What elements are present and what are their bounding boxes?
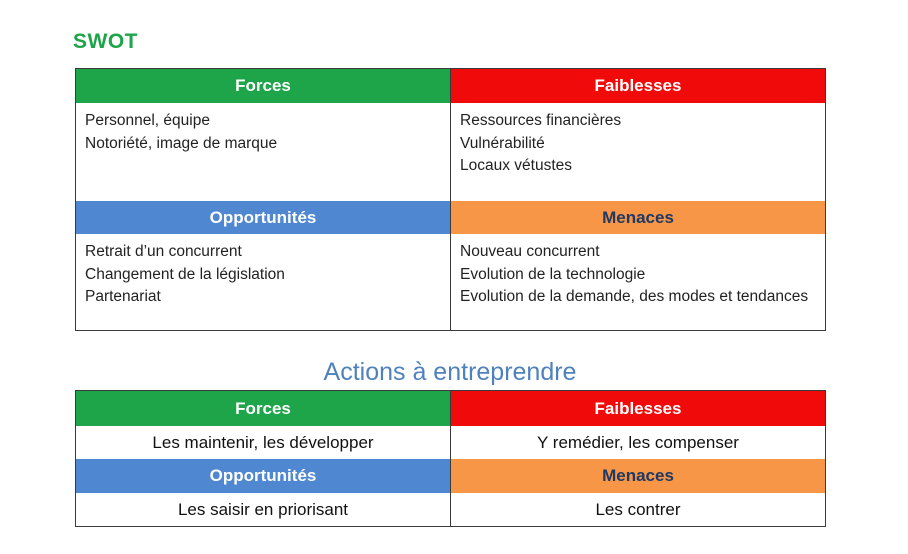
actions-faiblesses-text: Y remédier, les compenser [451,426,825,459]
menaces-item: Nouveau concurrent [460,243,600,260]
actions-opportunites-text: Les saisir en priorisant [76,493,451,526]
faiblesses-header: Faiblesses [451,69,825,103]
actions-menaces-text: Les contrer [451,493,825,526]
faiblesses-list [451,103,825,201]
opportunites-list [76,234,451,330]
swot-title: SWOT [73,30,138,53]
forces-item: Notoriété, image de marque [85,134,278,152]
menaces-item: Evolution de la demande, des modes et tendances [460,288,809,305]
opportunites-item: Retrait d’un concurrent [85,243,242,260]
faiblesses-item: Locaux vétustes [460,157,573,174]
actions-forces-text: Les maintenir, les développer [76,426,451,459]
opportunites-item: Changement de la législation [85,265,285,283]
actions-faiblesses-header: Faiblesses [451,391,825,426]
menaces-list [451,234,825,330]
menaces-header: Menaces [451,201,825,234]
actions-opportunites-header: Opportunités [76,459,451,493]
forces-header: Forces [76,69,451,103]
opportunites-header: Opportunités [76,201,451,234]
forces-list [76,103,451,201]
faiblesses-item: Vulnérabilité [460,134,545,152]
actions-forces-header: Forces [76,391,451,426]
forces-item: Personnel, équipe [85,112,210,129]
actions-matrix [75,390,826,527]
menaces-item: Evolution de la technologie [460,265,646,283]
swot-matrix [75,68,826,331]
actions-title: Actions à entreprendre [323,358,577,386]
actions-menaces-header: Menaces [451,459,825,493]
opportunites-item: Partenariat [85,288,161,305]
faiblesses-item: Ressources financières [460,112,622,129]
